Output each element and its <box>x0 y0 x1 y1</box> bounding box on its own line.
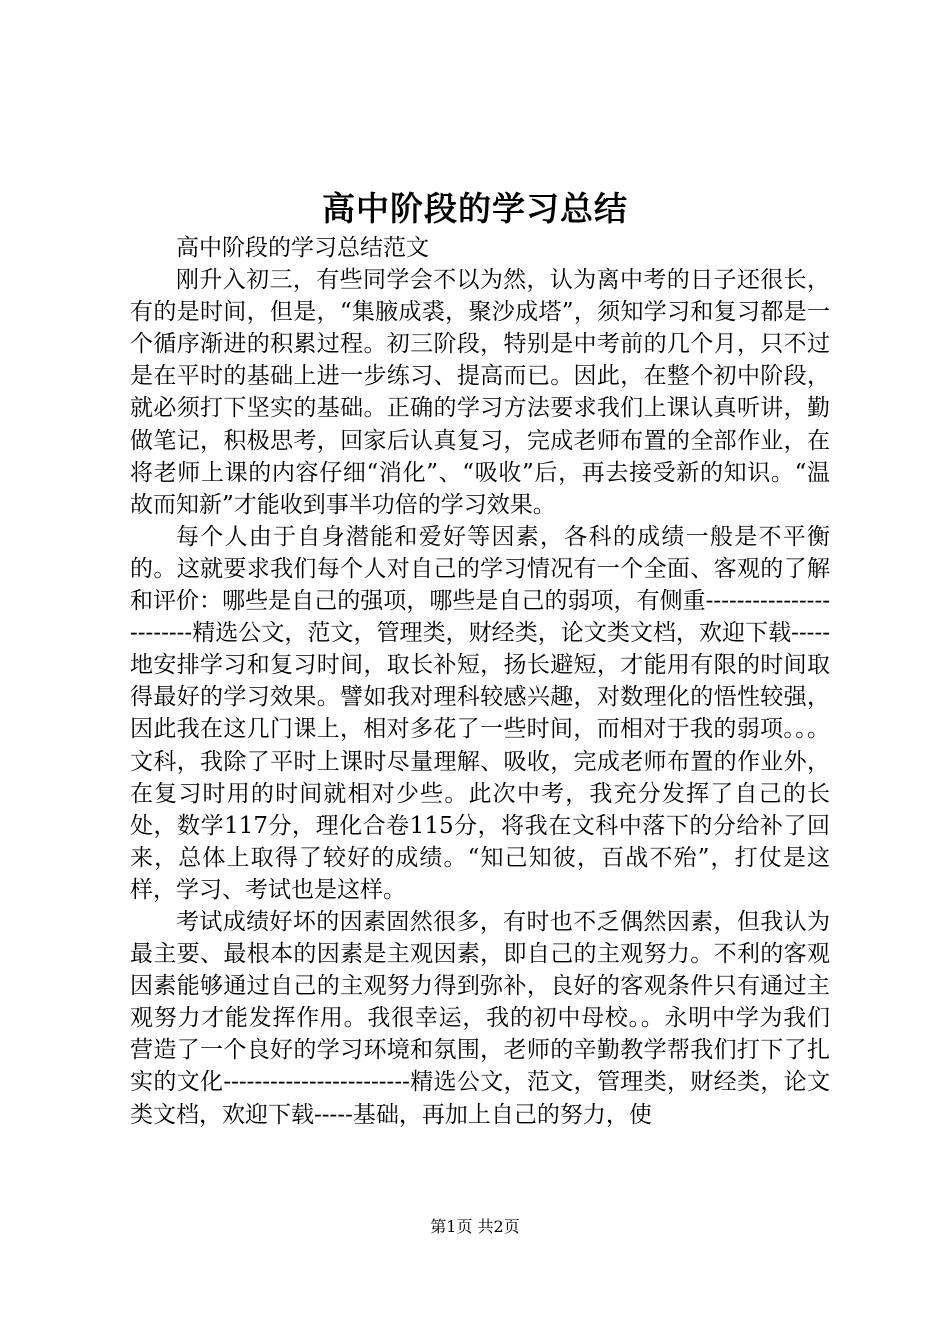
paragraph-subtitle: 高中阶段的学习总结范文 <box>176 235 429 261</box>
paragraph: 每个人由于自身潜能和爱好等因素，各科的成绩一般是不平衡的。这就要求我们每个人对自己的学习情况有一个全面、客观的了解和评价：哪些是自己的强项，哪些是自己的弱项，有侧重------------------------精选公文，范文，管理类，财经类，论文类文档，欢迎下载-----地安排学习和复习时间，取长补短，扬长避短，才能用有限的时间取得最好的学习效果。譬如我对理科较感兴趣，对数理化的悟性较强，因此我在这几门课上，相对多花了一些时间，而相对于我的弱项。。。文科，我除了平时上课时尽量理解、吸收，完成老师布置的作业外，在复习时用的时间就相对少些。此次中考，我充分发挥了自己的长处，数学117分，理化合卷115分，将我在文科中落下的分给补了回来，总体上取得了较好的成绩。“知己知彼，百战不殆”，打仗是这样，学习、考试也是这样。 <box>130 523 830 903</box>
document-title: 高中阶段的学习总结 <box>322 189 628 228</box>
page-footer: 第1页 共2页 <box>430 1217 520 1236</box>
document-body <box>130 232 830 1131</box>
paragraph: 刚升入初三，有些同学会不以为然，认为离中考的日子还很长，有的是时间，但是，“集腋成裘，聚沙成塔”，须知学习和复习都是一个循序渐进的积累过程。初三阶段，特别是中考前的几个月，只不过是在平时的基础上进一步练习、提高而已。因此，在整个初中阶段，就必须打下坚实的基础。正确的学习方法要求我们上课认真听讲，勤做笔记，积极思考，回家后认真复习，完成老师布置的全部作业，在将老师上课的内容仔细“消化”、“吸收”后，再去接受新的知识。“温故而知新”才能收到事半功倍的学习效果。 <box>130 267 830 518</box>
paragraph: 考试成绩好坏的因素固然很多，有时也不乏偶然因素，但我认为最主要、最根本的因素是主观因素，即自己的主观努力。不利的客观因素能够通过自己的主观努力得到弥补，良好的客观条件只有通过主观努力才能发挥作用。我很幸运，我的初中母校。。永明中学为我们营造了一个良好的学习环境和氛围，老师的辛勤教学帮我们打下了扎实的文化------------------------精选公文，范文，管理类，财经类，论文类文档，欢迎下载-----基础，再加上自己的努力，使 <box>130 908 830 1128</box>
